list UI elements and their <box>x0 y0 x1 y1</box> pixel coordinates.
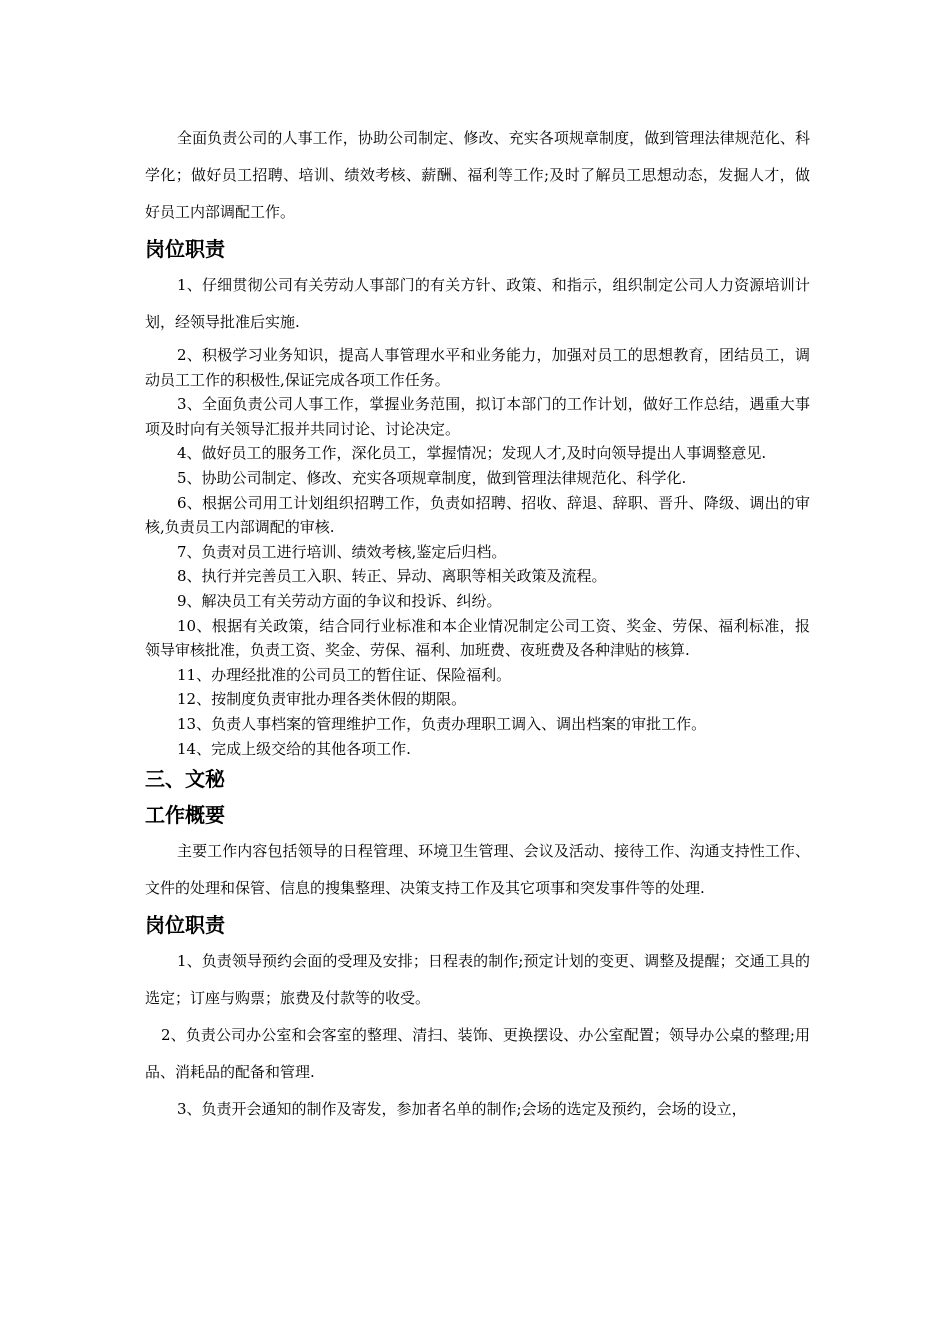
hr-duty-item: 11、办理经批准的公司员工的暂住证、保险福利。 <box>177 665 512 684</box>
secretary-overview-heading: 工作概要 <box>145 803 225 828</box>
hr-duty-item: 6、根据公司用工计划组织招聘工作，负责如招聘、招收、辞退、辞职、晋升、降级、调出的审核,负责员工内部调配的审核. <box>145 493 810 537</box>
hr-duty-item: 13、负责人事档案的管理维护工作，负责办理职工调入、调出档案的审批工作。 <box>177 714 707 733</box>
secretary-duty-item: 3、负责开会通知的制作及寄发，参加者名单的制作;会场的选定及预约，会场的设立， <box>177 1100 747 1119</box>
hr-duty-item: 9、解决员工有关劳动方面的争议和投诉、纠纷。 <box>177 591 502 610</box>
secretary-overview: 主要工作内容包括领导的日程管理、环境卫生管理、会议及活动、接待工作、沟通支持性工作、文件的处理和保管、信息的搜集整理、决策支持工作及其它项事和突发事件等的处理. <box>145 842 810 898</box>
hr-duty-item: 10、根据有关政策，结合同行业标准和本企业情况制定公司工资、奖金、劳保、福利标准，报领导审核批准，负责工资、奖金、劳保、福利、加班费、夜班费及各种津贴的核算. <box>145 616 810 660</box>
secretary-section-heading: 三、文秘 <box>145 767 225 792</box>
hr-duties-heading: 岗位职责 <box>145 237 225 261</box>
hr-duty-item: 1、仔细贯彻公司有关劳动人事部门的有关方针、政策、和指示，组织制定公司人力资源培训计划，经领导批准后实施. <box>145 276 810 331</box>
hr-duty-item: 4、做好员工的服务工作，深化员工，掌握情况；发现人才,及时向领导提出人事调整意见. <box>177 444 767 463</box>
document-page <box>145 120 810 1128</box>
hr-duty-item: 5、协助公司制定、修改、充实各项规章制度，做到管理法律规范化、科学化. <box>177 468 687 487</box>
hr-duty-item: 2、积极学习业务知识，提高人事管理水平和业务能力，加强对员工的思想教育，团结员工，调动员工工作的积极性,保证完成各项工作任务。 <box>145 346 810 389</box>
hr-duty-item: 14、完成上级交给的其他各项工作. <box>177 739 411 758</box>
hr-duty-item: 3、全面负责公司人事工作，掌握业务范围，拟订本部门的工作计划，做好工作总结，遇重大事项及时向有关领导汇报并共同讨论、讨论决定。 <box>145 395 810 438</box>
intro-paragraph: 全面负责公司的人事工作，协助公司制定、修改、充实各项规章制度，做到管理法律规范化、科学化；做好员工招聘、培训、绩效考核、薪酬、福利等工作;及时了解员工思想动态，发掘人才，做好员工内部调配工作。 <box>145 129 810 221</box>
secretary-duty-item: 1、负责领导预约会面的受理及安排；日程表的制作;预定计划的变更、调整及提醒；交通工具的选定；订座与购票；旅费及付款等的收受。 <box>145 952 810 1008</box>
hr-duty-item: 12、按制度负责审批办理各类休假的期限。 <box>177 690 467 709</box>
secretary-duties-heading: 岗位职责 <box>145 913 225 938</box>
hr-duty-item: 7、负责对员工进行培训、绩效考核,鉴定后归档。 <box>177 542 507 561</box>
hr-duty-item: 8、执行并完善员工入职、转正、异动、离职等相关政策及流程。 <box>177 567 607 586</box>
secretary-duty-item: 2、负责公司办公室和会客室的整理、清扫、装饰、更换摆设、办公室配置；领导办公桌的整理;用品、消耗品的配备和管理. <box>145 1026 810 1082</box>
